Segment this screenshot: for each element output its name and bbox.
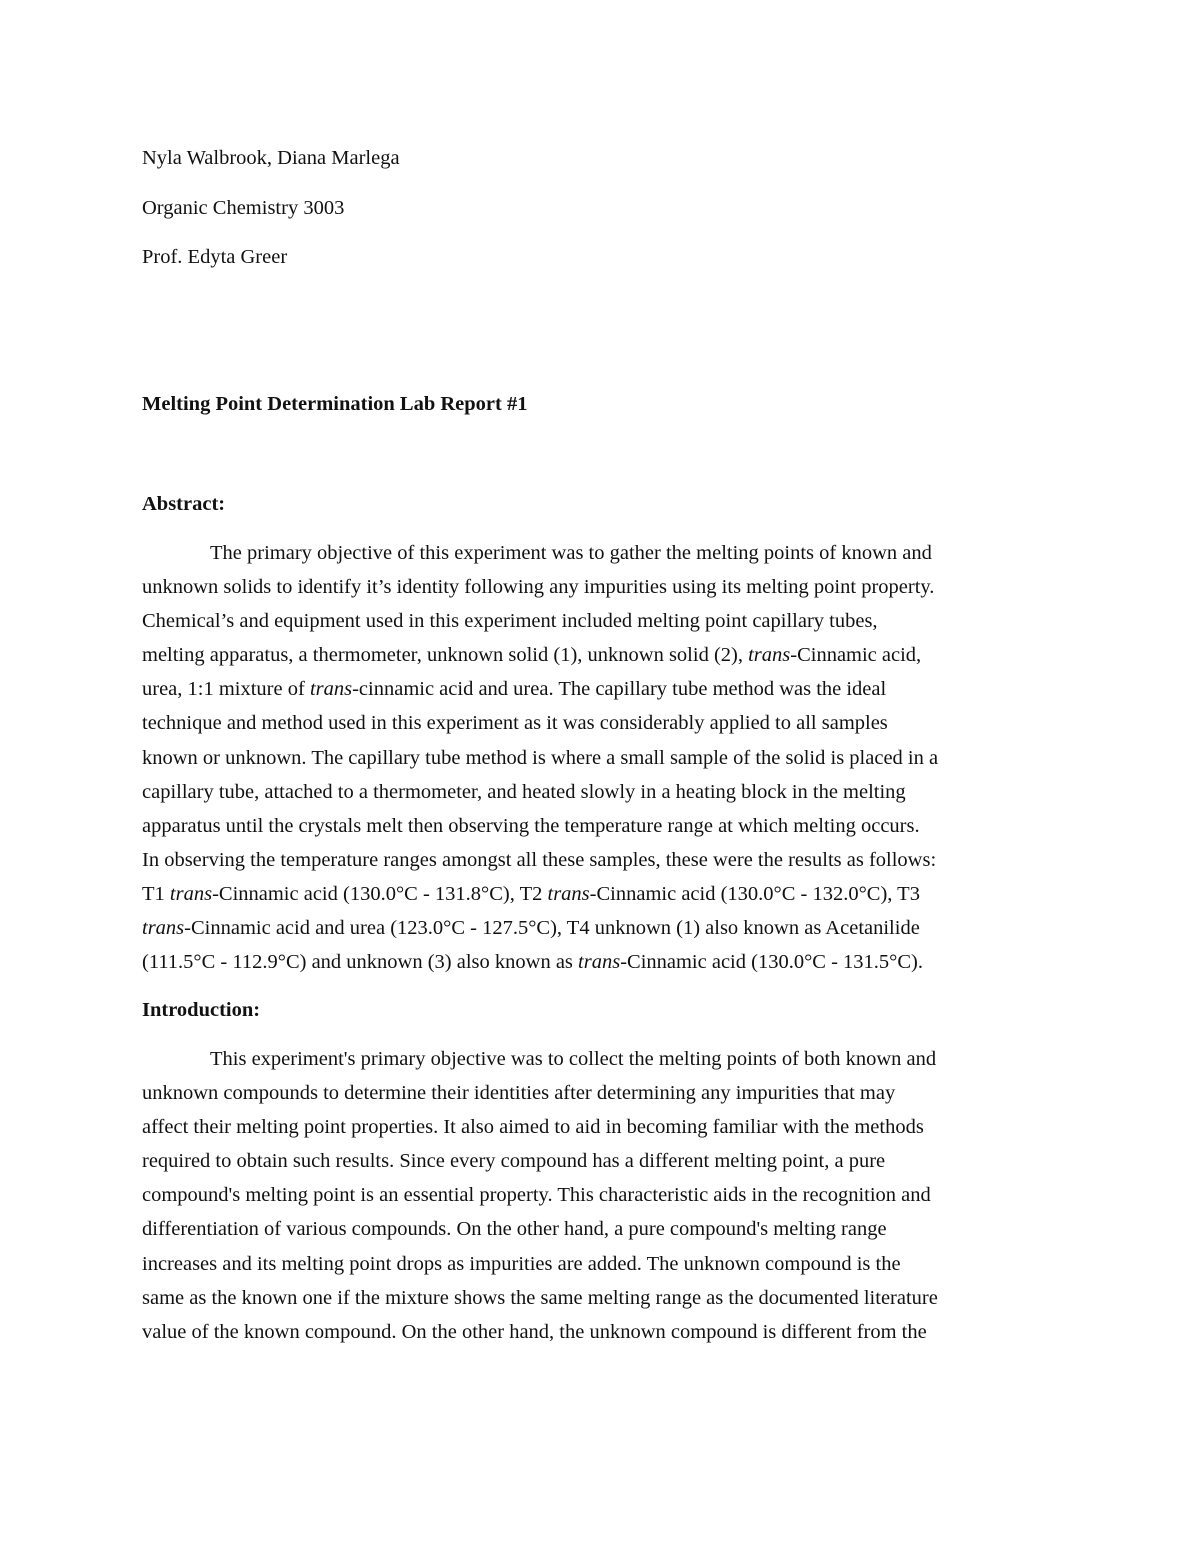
text-segment: differentiation of various compounds. On the other hand, a pure compound's melting range [142,1218,887,1241]
text-segment: -cinnamic acid and urea. The capillary tube method was the ideal [352,678,887,701]
italic-term: trans [142,917,185,940]
text-segment: This experiment's primary objective was to collect the melting points of both known and [210,1048,937,1070]
text-segment: apparatus until the crystals melt then observing the temperature range at which melting occurs. [142,814,920,837]
text-line [142,1110,1072,1144]
text-line [142,1212,1072,1246]
text-line [142,741,1072,775]
text-segment: capillary tube, attached to a thermometer, and heated slowly in a heating block in the melting [142,780,906,803]
text-line [142,706,1072,740]
text-line [142,843,1072,877]
text-segment: affect their melting point properties. It also aimed to aid in becoming familiar with the methods [142,1116,924,1139]
text-segment: -Cinnamic acid (130.0°C - 132.0°C), T3 [589,882,920,905]
text-line [142,570,1072,604]
text-segment: -Cinnamic acid and urea (123.0°C - 127.5°C), T4 unknown (1) also known as Acetanilide [184,917,920,940]
introduction-paragraph [142,1042,1072,1349]
text-line [142,945,1072,979]
text-segment: known or unknown. The capillary tube method is where a small sample of the solid is placed in a [142,746,939,769]
text-line [142,1144,1072,1178]
text-segment: increases and its melting point drops as impurities are added. The unknown compound is the [142,1252,901,1275]
text-line [142,536,1072,570]
text-line [142,1076,1072,1110]
text-segment: compound's melting point is an essential property. This characteristic aids in the recognition and [142,1184,931,1207]
report-title: Melting Point Determination Lab Report #1 [142,393,528,415]
text-line [142,1315,1072,1349]
italic-term: trans [309,678,353,701]
text-segment: Chemical’s and equipment used in this experiment included melting point capillary tubes, [142,610,878,633]
text-line [142,672,1072,706]
text-segment: urea, 1:1 mixture of [142,678,310,701]
author-names: Nyla Walbrook, Diana Marlega [142,147,400,169]
text-line [142,911,1072,945]
course-name: Organic Chemistry 3003 [142,197,345,219]
italic-term: trans [169,882,213,905]
text-line [142,1281,1072,1315]
italic-term: trans [547,882,590,905]
text-line [142,604,1072,638]
text-segment: -Cinnamic acid (130.0°C - 131.8°C), T2 [212,882,548,905]
professor-name: Prof. Edyta Greer [142,246,288,268]
text-segment: The primary objective of this experiment was to gather the melting points of known and [210,542,932,564]
text-segment: -Cinnamic acid, [790,644,922,667]
italic-term: trans [578,951,621,974]
text-line [142,809,1072,843]
text-segment: unknown compounds to determine their identities after determining any impurities that may [142,1082,896,1105]
text-segment: melting apparatus, a thermometer, unknown solid (1), unknown solid (2), [142,644,749,667]
text-segment: (111.5°C - 112.9°C) and unknown (3) also known as [142,951,579,974]
introduction-heading: Introduction: [142,999,261,1021]
text-line [142,775,1072,809]
text-line [142,1247,1072,1281]
text-segment: T1 [142,882,170,905]
text-line [142,1042,1072,1076]
abstract-heading: Abstract: [142,493,226,515]
text-segment: technique and method used in this experiment as it was considerably applied to all samples [142,712,888,735]
text-segment: required to obtain such results. Since every compound has a different melting point, a pure [142,1150,886,1173]
text-line [142,1178,1072,1212]
text-segment: In observing the temperature ranges amongst all these samples, these were the results as follows: [142,848,937,871]
text-segment: same as the known one if the mixture shows the same melting range as the documented literature [142,1286,938,1309]
text-line [142,877,1072,911]
text-segment: -Cinnamic acid (130.0°C - 131.5°C). [620,951,923,974]
text-line [142,638,1072,672]
abstract-paragraph [142,536,1072,979]
italic-term: trans [748,644,791,667]
text-segment: unknown solids to identify it’s identity following any impurities using its melting point property. [142,576,935,599]
text-segment: value of the known compound. On the other hand, the unknown compound is different from the [142,1320,927,1343]
